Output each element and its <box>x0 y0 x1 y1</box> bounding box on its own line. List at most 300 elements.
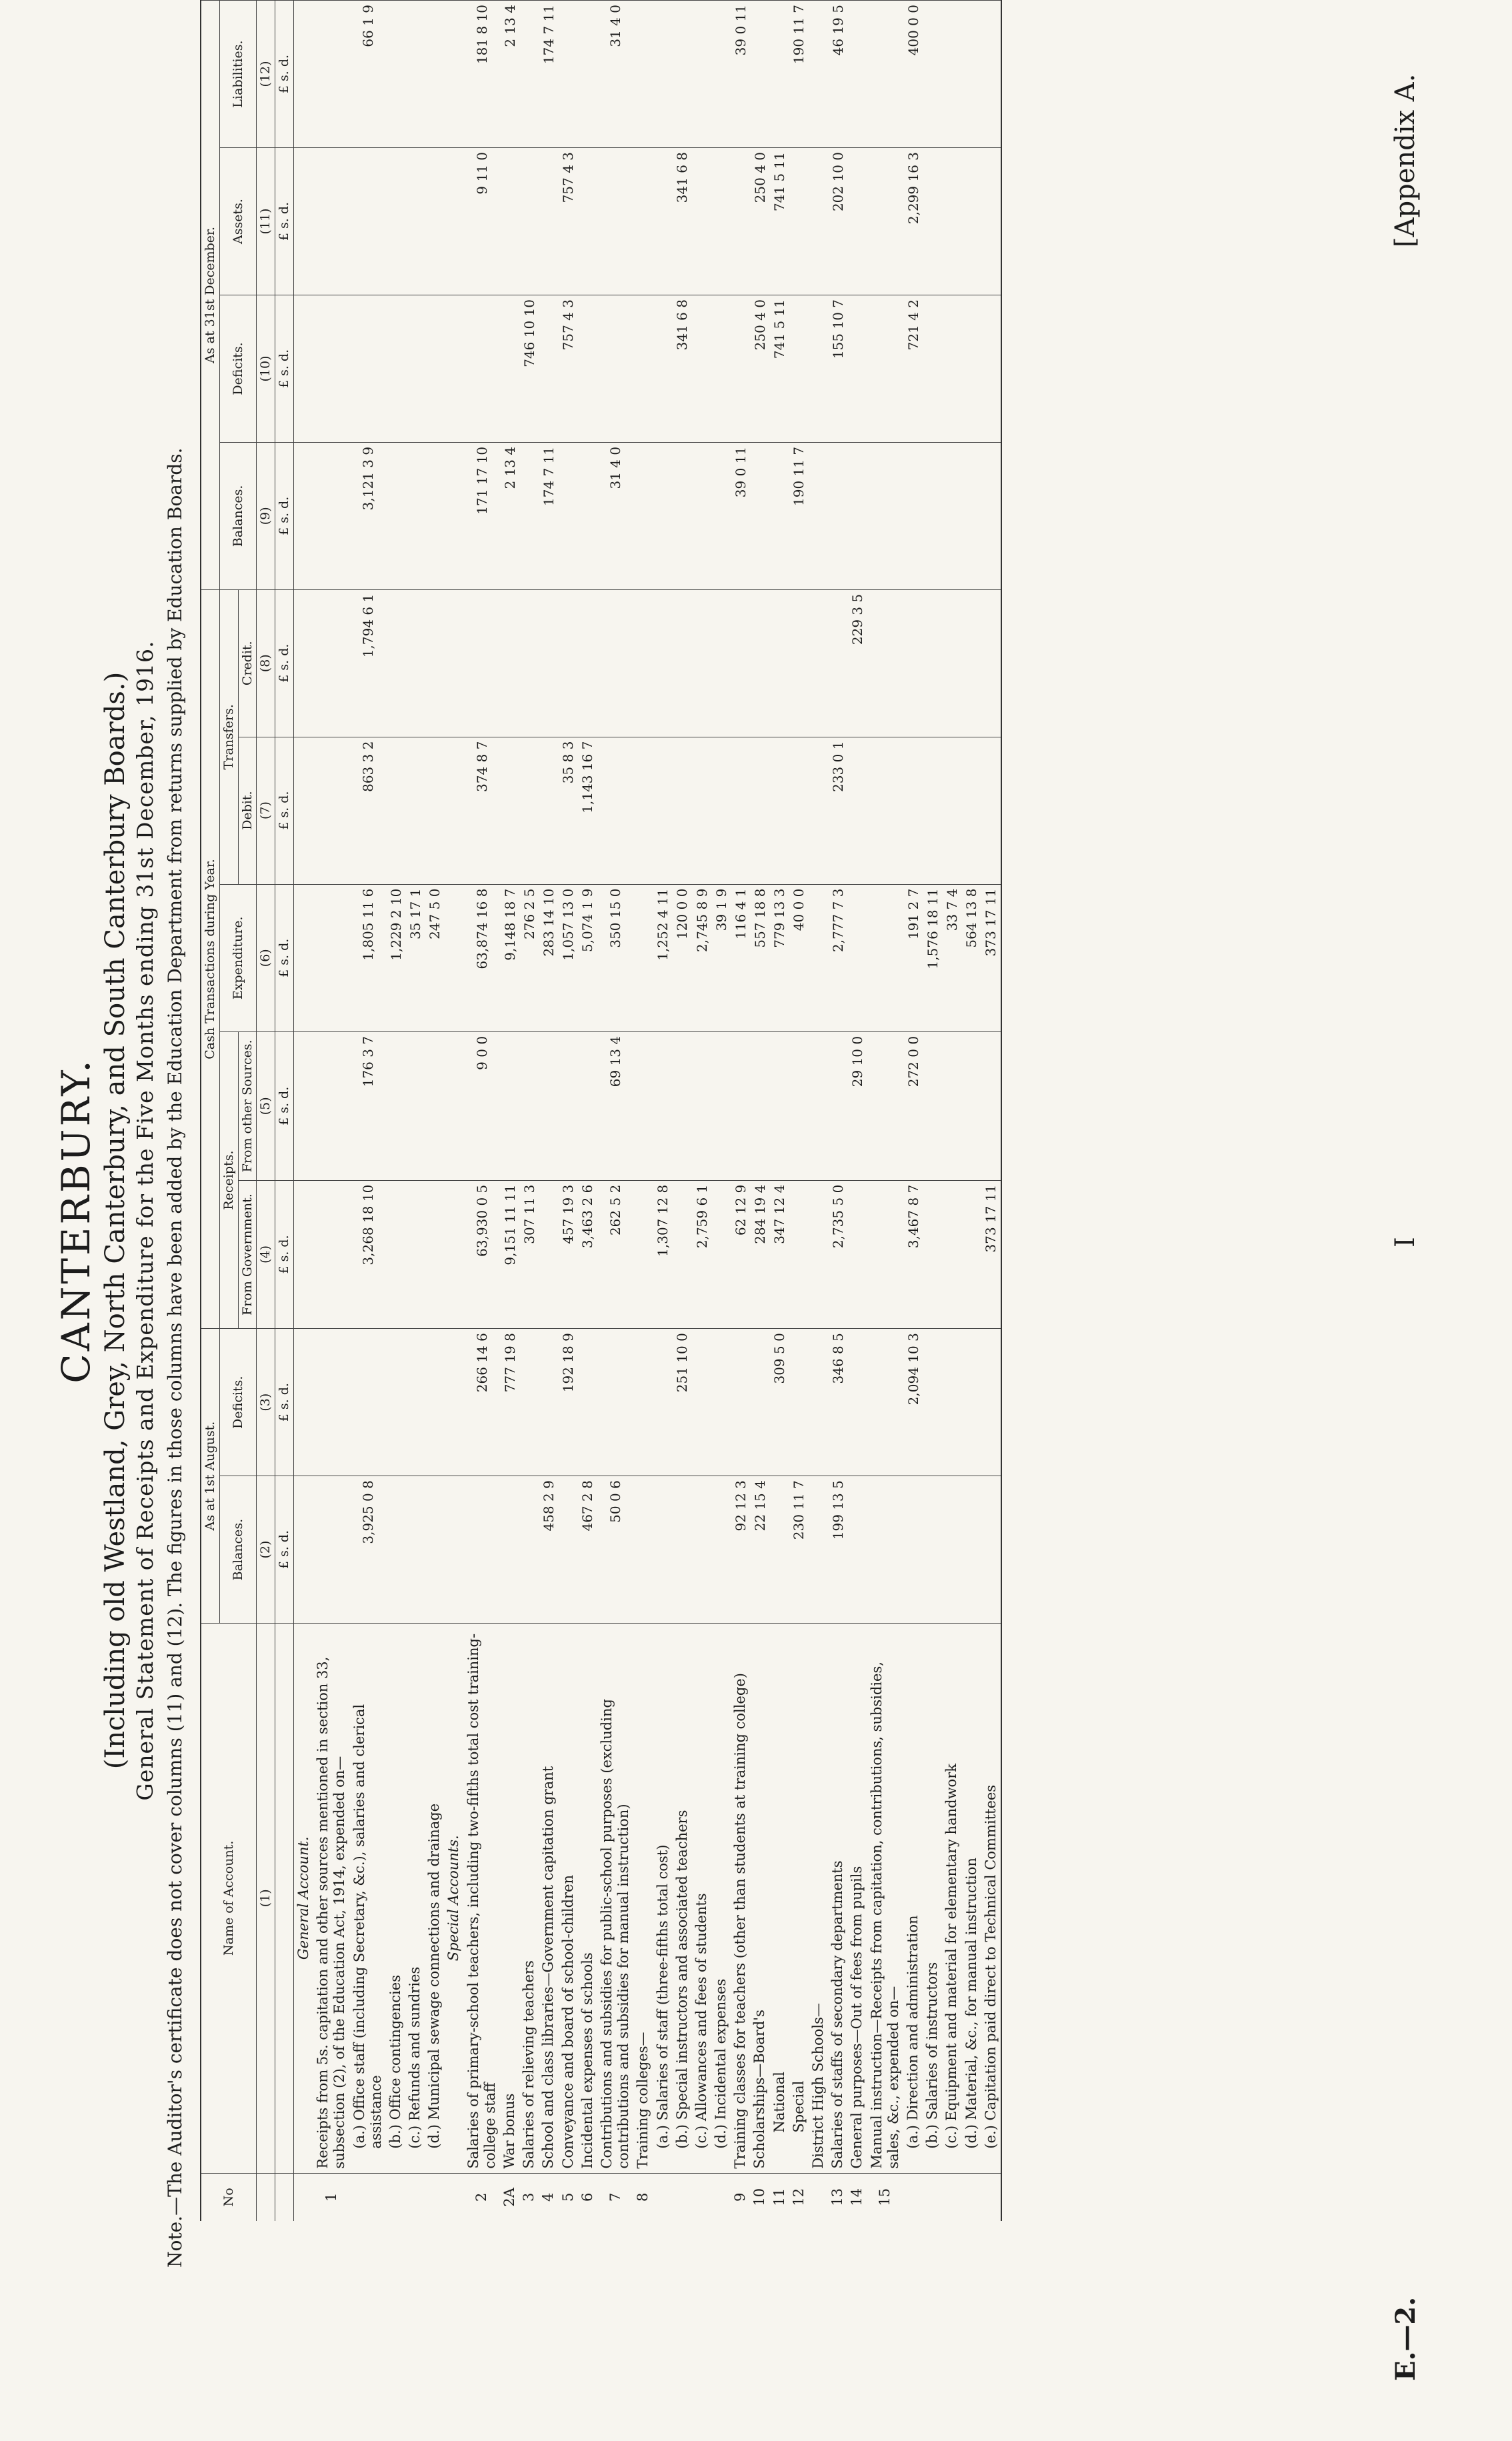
table-row <box>464 1 500 2222</box>
amount-cell <box>350 295 386 443</box>
amount-cell <box>425 1031 444 1180</box>
amount-cell <box>293 1031 313 1180</box>
amount-cell: 50 0 6 <box>597 1476 633 1624</box>
row-number <box>444 2173 463 2221</box>
amount-cell: 250 4 0 <box>750 147 769 295</box>
column-number: (5) <box>257 1031 275 1180</box>
appendix-label: [Appendix A. <box>1390 73 1421 247</box>
account-name: District High Schools— <box>809 1623 828 2173</box>
amount-cell: 230 11 7 <box>789 1476 809 1624</box>
account-name: (b.) Special instructors and associated teachers <box>673 1623 692 2173</box>
amount-cell <box>711 1180 731 1328</box>
amount-cell: 341 6 8 <box>673 295 692 443</box>
amount-cell: 467 2 8 <box>578 1476 597 1624</box>
amount-cell <box>962 1180 981 1328</box>
amount-cell <box>770 1 789 148</box>
amount-cell <box>539 147 558 295</box>
ledger-body <box>293 1 1001 2222</box>
amount-cell <box>770 737 789 884</box>
amount-cell: 9 0 0 <box>464 1031 500 1180</box>
row-number <box>692 2173 711 2221</box>
amount-cell <box>711 1329 731 1476</box>
amount-cell: 346 8 5 <box>828 1329 847 1476</box>
account-name: (d.) Incidental expenses <box>711 1623 731 2173</box>
account-name: Receipts from 5s. capitation and other sources mentioned in section 33, subsection (2), of the Education Act, 1914, expended on— <box>313 1623 349 2173</box>
amount-cell: 9 11 0 <box>464 147 500 295</box>
amount-cell: 262 5 2 <box>597 1180 633 1328</box>
row-number <box>962 2173 981 2221</box>
amount-cell <box>313 442 349 589</box>
header-debit: Debit. <box>238 737 257 884</box>
amount-cell <box>962 442 981 589</box>
amount-cell <box>923 1476 942 1624</box>
amount-cell: 176 3 7 <box>350 1031 386 1180</box>
amount-cell <box>731 1329 750 1476</box>
amount-cell <box>750 737 769 884</box>
column-number: (11) <box>257 147 275 295</box>
amount-cell: 721 4 2 <box>903 295 923 443</box>
account-name: Special Accounts. <box>444 1623 463 2173</box>
amount-cell: 309 5 0 <box>770 1329 789 1476</box>
amount-cell <box>731 737 750 884</box>
amount-cell <box>444 147 463 295</box>
unit-blank <box>275 1623 294 2173</box>
row-number: 15 <box>867 2173 903 2221</box>
amount-cell <box>578 1329 597 1476</box>
amount-cell <box>750 442 769 589</box>
amount-cell <box>903 442 923 589</box>
amount-cell <box>386 1180 405 1328</box>
amount-cell <box>444 1031 463 1180</box>
amount-cell <box>692 1031 711 1180</box>
amount-cell <box>597 295 633 443</box>
unit-label: £ s. d. <box>275 1329 294 1476</box>
amount-cell: 557 18 8 <box>750 884 769 1031</box>
amount-cell: 1,805 11 6 <box>350 884 386 1031</box>
amount-cell <box>942 589 961 737</box>
amount-cell <box>425 1329 444 1476</box>
amount-cell <box>750 1 769 148</box>
amount-cell <box>923 295 942 443</box>
amount-cell: 40 0 0 <box>789 884 809 1031</box>
amount-cell <box>633 442 653 589</box>
amount-cell <box>386 737 405 884</box>
amount-cell <box>425 737 444 884</box>
amount-cell <box>653 1476 673 1624</box>
account-name: National <box>770 1623 789 2173</box>
amount-cell: 757 4 3 <box>559 295 578 443</box>
amount-cell <box>405 1031 425 1180</box>
amount-cell <box>692 1 711 148</box>
amount-cell <box>405 737 425 884</box>
account-name: (e.) Capitation paid direct to Technical Committees <box>981 1623 1001 2173</box>
amount-cell <box>405 1476 425 1624</box>
amount-cell <box>828 1031 847 1180</box>
amount-cell <box>809 884 828 1031</box>
amount-cell: 35 17 1 <box>405 884 425 1031</box>
amount-cell <box>293 1329 313 1476</box>
amount-cell: 746 10 10 <box>519 295 539 443</box>
amount-cell <box>500 589 519 737</box>
amount-cell <box>867 1031 903 1180</box>
amount-cell <box>444 295 463 443</box>
amount-cell: 46 19 5 <box>828 1 847 148</box>
amount-cell <box>942 295 961 443</box>
amount-cell: 1,307 12 8 <box>653 1180 673 1328</box>
amount-cell <box>653 589 673 737</box>
amount-cell: 373 17 11 <box>981 1180 1001 1328</box>
unit-row <box>275 1 294 2222</box>
table-row <box>500 1 519 2222</box>
amount-cell: 2 13 4 <box>500 1 519 148</box>
amount-cell <box>464 1476 500 1624</box>
amount-cell <box>444 1329 463 1476</box>
amount-cell <box>789 295 809 443</box>
amount-cell <box>867 737 903 884</box>
table-row <box>313 1 349 2222</box>
amount-cell <box>981 1476 1001 1624</box>
amount-cell <box>847 1180 867 1328</box>
table-row <box>809 1 828 2222</box>
amount-cell: 171 17 10 <box>464 442 500 589</box>
amount-cell <box>444 884 463 1031</box>
row-number: 11 <box>770 2173 789 2221</box>
amount-cell <box>711 589 731 737</box>
account-name: General Account. <box>293 1623 313 2173</box>
amount-cell <box>903 589 923 737</box>
amount-cell <box>789 1180 809 1328</box>
amount-cell <box>405 1329 425 1476</box>
row-number: 2A <box>500 2173 519 2221</box>
amount-cell <box>444 1180 463 1328</box>
account-name: Contributions and subsidies for public-school purposes (excluding contributions and subsidies for manual instruction) <box>597 1623 633 2173</box>
amount-cell <box>867 147 903 295</box>
amount-cell <box>293 147 313 295</box>
unit-label: £ s. d. <box>275 1031 294 1180</box>
amount-cell: 2,745 8 9 <box>692 884 711 1031</box>
amount-cell <box>809 442 828 589</box>
amount-cell: 3,121 3 9 <box>350 442 386 589</box>
amount-cell: 341 6 8 <box>673 147 692 295</box>
column-number: (10) <box>257 295 275 443</box>
header-expenditure: Expenditure. <box>219 884 257 1031</box>
header-receipts: Receipts. <box>219 1031 238 1328</box>
amount-cell: 2,777 7 3 <box>828 884 847 1031</box>
statement-heading: General Statement of Receipts and Expenditure for the Five Months ending 31st December, 1916. <box>132 640 158 1801</box>
table-row <box>903 1 923 2222</box>
amount-cell <box>405 442 425 589</box>
amount-cell <box>750 1031 769 1180</box>
amount-cell <box>500 1476 519 1624</box>
amount-cell <box>425 147 444 295</box>
amount-cell <box>293 442 313 589</box>
amount-cell: 3,925 0 8 <box>350 1476 386 1624</box>
amount-cell <box>962 295 981 443</box>
amount-cell <box>386 1031 405 1180</box>
amount-cell <box>809 147 828 295</box>
table-row <box>444 1 463 2222</box>
amount-cell <box>847 1 867 148</box>
amount-cell <box>519 737 539 884</box>
table-row <box>559 1 578 2222</box>
amount-cell <box>789 147 809 295</box>
amount-cell <box>981 737 1001 884</box>
row-number <box>386 2173 405 2221</box>
row-number <box>673 2173 692 2221</box>
amount-cell <box>789 589 809 737</box>
header-credit: Credit. <box>238 589 257 737</box>
amount-cell: 741 5 11 <box>770 295 789 443</box>
amount-cell <box>519 147 539 295</box>
amount-cell <box>293 884 313 1031</box>
table-row <box>539 1 558 2222</box>
amount-cell <box>500 737 519 884</box>
amount-cell <box>578 1 597 148</box>
row-number: 3 <box>519 2173 539 2221</box>
page-number: I <box>1390 1237 1421 1248</box>
row-number <box>942 2173 961 2221</box>
amount-cell <box>942 1476 961 1624</box>
row-number <box>711 2173 731 2221</box>
amount-cell <box>711 295 731 443</box>
amount-cell <box>653 147 673 295</box>
amount-cell <box>692 1329 711 1476</box>
amount-cell <box>750 589 769 737</box>
table-row <box>692 1 711 2222</box>
amount-cell: 174 7 11 <box>539 442 558 589</box>
amount-cell <box>313 737 349 884</box>
amount-cell <box>519 1329 539 1476</box>
amount-cell: 373 17 11 <box>981 884 1001 1031</box>
amount-cell <box>386 589 405 737</box>
amount-cell <box>923 1180 942 1328</box>
amount-cell <box>350 147 386 295</box>
amount-cell <box>405 147 425 295</box>
amount-cell: 116 4 1 <box>731 884 750 1031</box>
amount-cell: 5,074 1 9 <box>578 884 597 1031</box>
amount-cell <box>847 1329 867 1476</box>
auditor-note: Note.—The Auditor's certificate does not cover columns (11) and (12). The figures in those columns have been added by the Education Department from returns supplied by Education Boards. <box>164 447 186 2268</box>
account-name: (b.) Office contingencies <box>386 1623 405 2173</box>
amount-cell <box>867 1 903 148</box>
table-row <box>633 1 653 2222</box>
column-number: (7) <box>257 737 275 884</box>
amount-cell: 199 13 5 <box>828 1476 847 1624</box>
header-from-other: From other Sources. <box>238 1031 257 1180</box>
amount-cell: 31 4 0 <box>597 1 633 148</box>
amount-cell <box>962 147 981 295</box>
amount-cell: 1,143 16 7 <box>578 737 597 884</box>
amount-cell: 22 15 4 <box>750 1476 769 1624</box>
column-number: (3) <box>257 1329 275 1476</box>
amount-cell <box>444 589 463 737</box>
table-row <box>653 1 673 2222</box>
amount-cell <box>519 1031 539 1180</box>
table-row <box>867 1 903 2222</box>
amount-cell <box>809 737 828 884</box>
account-name: (c.) Refunds and sundries <box>405 1623 425 2173</box>
amount-cell <box>867 1476 903 1624</box>
amount-cell: 272 0 0 <box>903 1031 923 1180</box>
amount-cell <box>539 589 558 737</box>
amount-cell: 9,148 18 7 <box>500 884 519 1031</box>
amount-cell: 2,299 16 3 <box>903 147 923 295</box>
amount-cell: 564 13 8 <box>962 884 981 1031</box>
amount-cell: 155 10 7 <box>828 295 847 443</box>
table-row <box>386 1 405 2222</box>
amount-cell <box>293 737 313 884</box>
amount-cell <box>386 1329 405 1476</box>
account-name: (b.) Salaries of instructors <box>923 1623 942 2173</box>
amount-cell <box>962 589 981 737</box>
amount-cell <box>633 1 653 148</box>
amount-cell: 374 8 7 <box>464 737 500 884</box>
amount-cell <box>923 1 942 148</box>
amount-cell <box>405 295 425 443</box>
amount-cell <box>539 1031 558 1180</box>
amount-cell <box>425 1180 444 1328</box>
account-name: Training colleges— <box>633 1623 653 2173</box>
amount-cell: 181 8 10 <box>464 1 500 148</box>
amount-cell: 247 5 0 <box>425 884 444 1031</box>
table-row <box>789 1 809 2222</box>
row-number <box>923 2173 942 2221</box>
header-liabilities: Liabilities. <box>219 1 257 148</box>
row-number <box>981 2173 1001 2221</box>
document-subtitle: (Including old Westland, Grey, North Canterbury, and South Canterbury Boards.) <box>100 671 131 1770</box>
amount-cell <box>386 442 405 589</box>
column-number: (6) <box>257 884 275 1031</box>
unit-label: £ s. d. <box>275 295 294 443</box>
amount-cell <box>809 1476 828 1624</box>
table-row <box>962 1 981 2222</box>
amount-cell <box>653 1329 673 1476</box>
document-title: CANTERBURY. <box>53 1057 99 1384</box>
amount-cell <box>731 147 750 295</box>
amount-cell: 2,094 10 3 <box>903 1329 923 1476</box>
amount-cell <box>923 1031 942 1180</box>
amount-cell: 458 2 9 <box>539 1476 558 1624</box>
amount-cell <box>425 589 444 737</box>
amount-cell <box>405 1 425 148</box>
header-from-government: From Government. <box>238 1180 257 1328</box>
table-row <box>425 1 444 2222</box>
amount-cell <box>770 442 789 589</box>
amount-cell <box>578 147 597 295</box>
amount-cell: 307 11 3 <box>519 1180 539 1328</box>
header-balances-aug: Balances. <box>219 1476 257 1624</box>
amount-cell <box>692 737 711 884</box>
row-number: 10 <box>750 2173 769 2221</box>
amount-cell <box>633 147 653 295</box>
account-name: Conveyance and board of school-children <box>559 1623 578 2173</box>
table-row <box>350 1 386 2222</box>
amount-cell <box>770 589 789 737</box>
row-number <box>903 2173 923 2221</box>
amount-cell <box>313 295 349 443</box>
account-name: (d.) Municipal sewage connections and drainage <box>425 1623 444 2173</box>
amount-cell <box>578 442 597 589</box>
amount-cell <box>539 737 558 884</box>
amount-cell: 66 1 9 <box>350 1 386 148</box>
amount-cell <box>981 589 1001 737</box>
amount-cell <box>444 1 463 148</box>
amount-cell <box>867 884 903 1031</box>
column-number-blank <box>257 2173 275 2221</box>
unit-label: £ s. d. <box>275 737 294 884</box>
amount-cell <box>923 1329 942 1476</box>
amount-cell <box>293 1 313 148</box>
amount-cell <box>559 1031 578 1180</box>
amount-cell <box>313 147 349 295</box>
account-name: Training classes for teachers (other than students at training college) <box>731 1623 750 2173</box>
amount-cell <box>711 737 731 884</box>
table-row <box>923 1 942 2222</box>
amount-cell: 33 7 4 <box>942 884 961 1031</box>
amount-cell: 777 19 8 <box>500 1329 519 1476</box>
amount-cell <box>809 1180 828 1328</box>
amount-cell <box>464 295 500 443</box>
amount-cell: 63,930 0 5 <box>464 1180 500 1328</box>
amount-cell: 250 4 0 <box>750 295 769 443</box>
amount-cell: 31 4 0 <box>597 442 633 589</box>
unit-label: £ s. d. <box>275 884 294 1031</box>
amount-cell: 174 7 11 <box>539 1 558 148</box>
amount-cell: 63,874 16 8 <box>464 884 500 1031</box>
amount-cell: 190 11 7 <box>789 1 809 148</box>
amount-cell <box>962 737 981 884</box>
row-number: 14 <box>847 2173 867 2221</box>
unit-label: £ s. d. <box>275 1476 294 1624</box>
row-number: 2 <box>464 2173 500 2221</box>
amount-cell: 39 0 11 <box>731 1 750 148</box>
amount-cell <box>313 1031 349 1180</box>
amount-cell: 3,463 2 6 <box>578 1180 597 1328</box>
amount-cell: 2,735 5 0 <box>828 1180 847 1328</box>
amount-cell <box>653 442 673 589</box>
amount-cell <box>923 442 942 589</box>
amount-cell <box>867 1329 903 1476</box>
account-name: Scholarships—Board's <box>750 1623 769 2173</box>
amount-cell <box>809 1329 828 1476</box>
amount-cell: 1,252 4 11 <box>653 884 673 1031</box>
row-number <box>809 2173 828 2221</box>
amount-cell <box>313 589 349 737</box>
amount-cell <box>770 1476 789 1624</box>
amount-cell: 1,576 18 11 <box>923 884 942 1031</box>
amount-cell <box>692 295 711 443</box>
amount-cell <box>559 442 578 589</box>
amount-cell <box>903 1476 923 1624</box>
amount-cell: 779 13 3 <box>770 884 789 1031</box>
amount-cell <box>828 589 847 737</box>
amount-cell <box>597 589 633 737</box>
amount-cell <box>673 1476 692 1624</box>
amount-cell <box>809 1 828 148</box>
table-row <box>405 1 425 2222</box>
unit-blank <box>275 2173 294 2221</box>
amount-cell <box>867 1180 903 1328</box>
amount-cell <box>867 295 903 443</box>
amount-cell <box>386 1476 405 1624</box>
amount-cell <box>386 1 405 148</box>
amount-cell <box>962 1031 981 1180</box>
account-name: General purposes—Out of fees from pupils <box>847 1623 867 2173</box>
amount-cell <box>313 884 349 1031</box>
amount-cell: 39 0 11 <box>731 442 750 589</box>
account-name: (c.) Allowances and fees of students <box>692 1623 711 2173</box>
row-number <box>293 2173 313 2221</box>
